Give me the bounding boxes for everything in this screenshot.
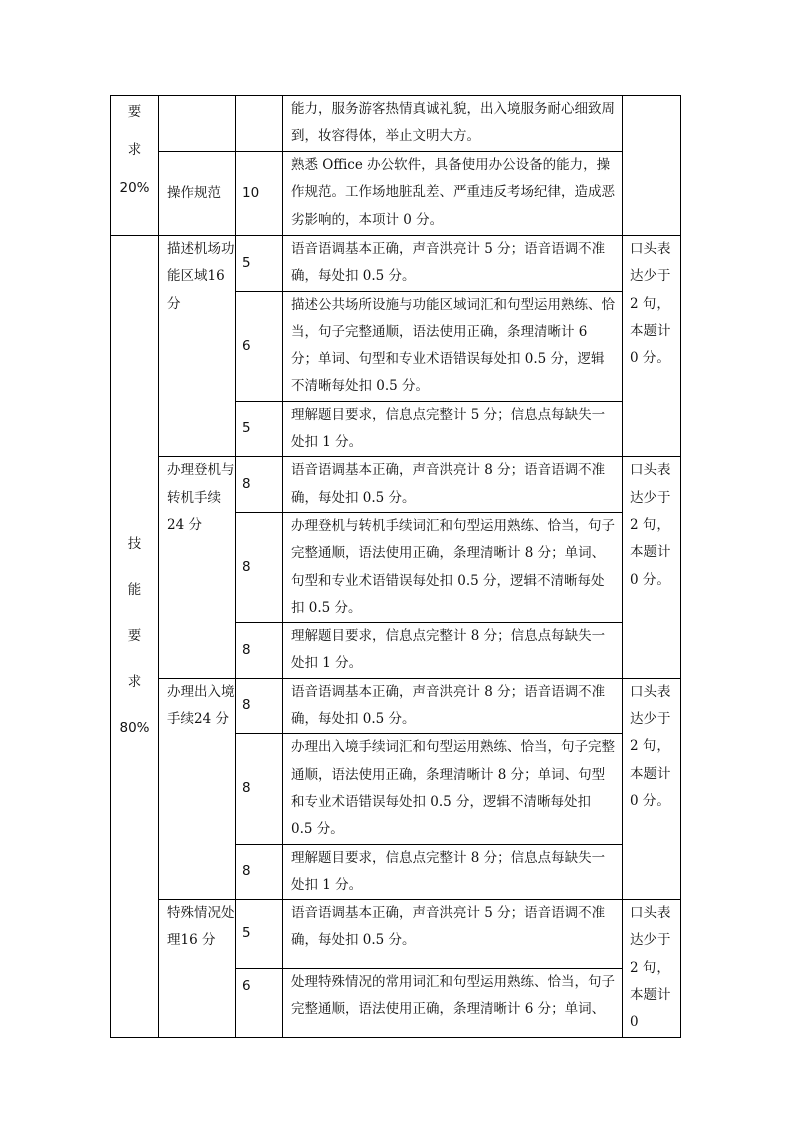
score-cell: 8 [236,844,283,900]
criteria-cell: 语音语调基本正确，声音洪亮计 5 分；语音语调不准确，每处扣 0.5 分。 [283,236,623,292]
score-cell: 8 [236,512,283,622]
criteria-cell: 描述公共场所设施与功能区域词汇和句型运用熟练、恰当，句子完整通顺，语法使用正确，条理清晰计 6 分；单词、句型和专业术语错误每处扣 0.5 分，逻辑不清晰每处扣 0.5 分。 [283,291,623,401]
subitem-cell [159,96,236,152]
category-char: 求 [127,674,142,691]
score-cell: 5 [236,401,283,457]
criteria-cell: 理解题目要求，信息点完整计 8 分；信息点每缺失一处扣 1 分。 [283,844,623,900]
category-char: 求 [127,142,142,158]
criteria-cell: 处理特殊情况的常用词汇和句型运用熟练、恰当，句子完整通顺，语法使用正确，条理清晰计 6 分；单词、 [283,968,623,1037]
score-cell: 6 [236,968,283,1037]
score-cell: 8 [236,734,283,844]
criteria-cell: 理解题目要求，信息点完整计 8 分；信息点每缺失一处扣 1 分。 [283,623,623,679]
category-char: 能 [127,582,142,599]
note-cell: 口头表达少于 2 句，本题计 0 分。 [623,457,681,678]
subitem-operation-standard: 操作规范 [159,152,236,236]
score-cell: 8 [236,457,283,513]
criteria-cell: 语音语调基本正确，声音洪亮计 8 分；语音语调不准确，每处扣 0.5 分。 [283,678,623,734]
score-cell: 8 [236,678,283,734]
score-cell: 6 [236,291,283,401]
criteria-cell: 理解题目要求，信息点完整计 5 分；信息点每缺失一处扣 1 分。 [283,401,623,457]
subitem-airport-areas: 描述机场功能区域16 分 [159,236,236,457]
category-percent: 80% [119,720,150,737]
note-cell: 口头表达少于 2 句，本题计 0 分。 [623,236,681,457]
category-char: 技 [127,536,142,553]
score-cell: 5 [236,236,283,292]
scoring-table [110,95,681,1038]
criteria-cell: 语音语调基本正确，声音洪亮计 5 分；语音语调不准确，每处扣 0.5 分。 [283,900,623,969]
subitem-checkin-transfer: 办理登机与转机手续24 分 [159,457,236,678]
subitem-special-situations: 特殊情况处理16 分 [159,900,236,1037]
criteria-cell: 语音语调基本正确，声音洪亮计 8 分；语音语调不准确，每处扣 0.5 分。 [283,457,623,513]
category-cell-part2 [111,236,159,1038]
criteria-cell: 办理登机与转机手续词汇和句型运用熟练、恰当，句子完整通顺，语法使用正确，条理清晰计 8 分；单词、句型和专业术语错误每处扣 0.5 分，逻辑不清晰每处扣 0.5 分。 [283,512,623,622]
category-percent: 20% [119,180,150,196]
note-cell: 口头表达少于 2 句，本题计 0 [623,900,681,1037]
score-cell: 8 [236,623,283,679]
subitem-immigration: 办理出入境手续24 分 [159,678,236,899]
criteria-cell: 能力，服务游客热情真诚礼貌，出入境服务耐心细致周到，妆容得体，举止文明大方。 [283,96,623,152]
note-cell: 口头表达少于 2 句，本题计 0 分。 [623,678,681,899]
category-cell-part1 [111,96,159,236]
category-char: 要 [127,104,142,120]
score-cell: 5 [236,900,283,969]
note-cell [623,96,681,236]
criteria-cell: 熟悉 Office 办公软件，具备使用办公设备的能力，操作规范。工作场地脏乱差、严重违反考场纪律，造成恶劣影响的，本项计 0 分。 [283,152,623,236]
score-cell: 10 [236,152,283,236]
criteria-cell: 办理出入境手续词汇和句型运用熟练、恰当，句子完整通顺，语法使用正确，条理清晰计 8 分；单词、句型和专业术语错误每处扣 0.5 分，逻辑不清晰每处扣 0.5 分。 [283,734,623,844]
score-cell [236,96,283,152]
category-char: 要 [127,628,142,645]
